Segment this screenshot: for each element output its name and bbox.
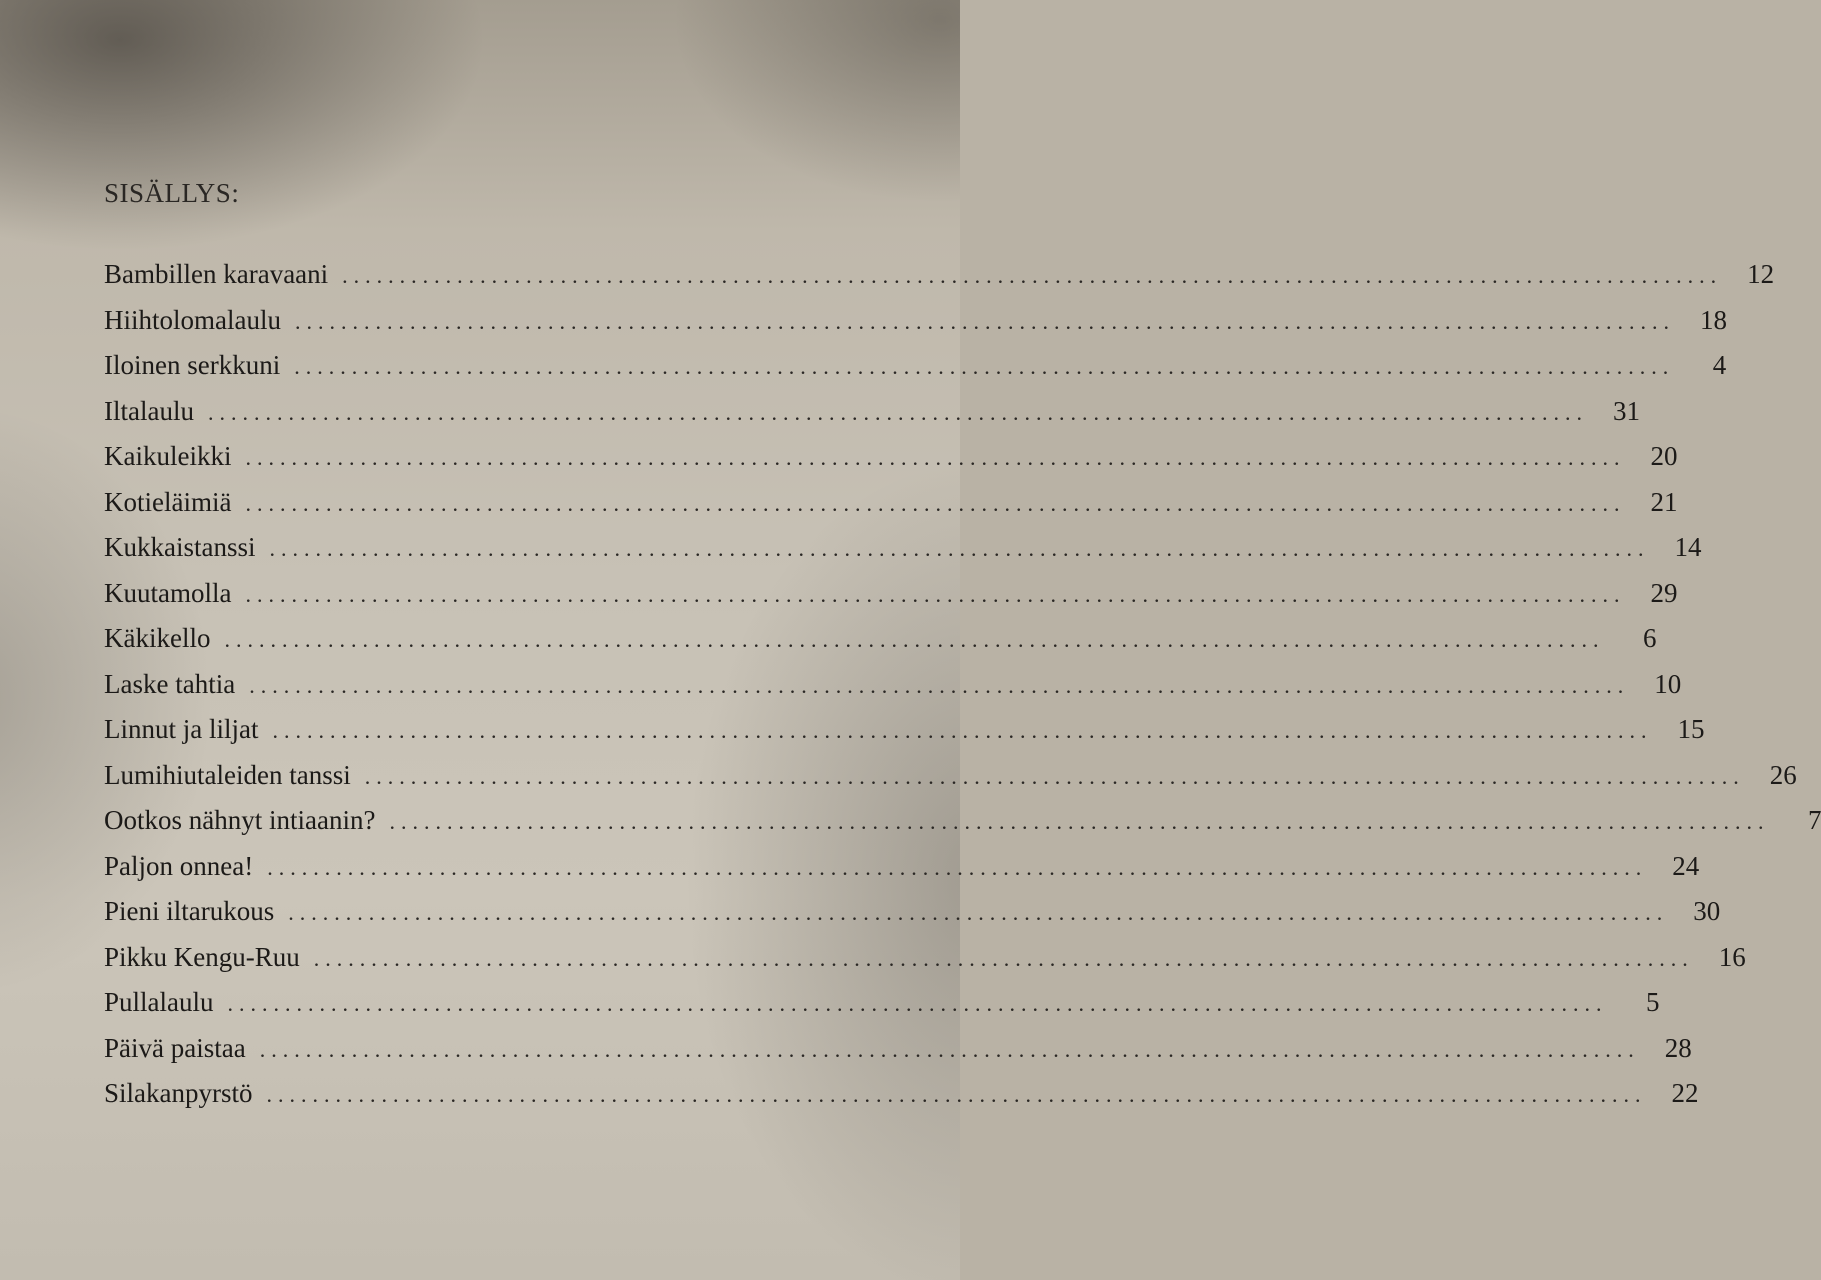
toc-entry (104, 486, 1678, 533)
dot-leader: ........................................................................................................................ (294, 308, 1675, 334)
toc-entry (104, 896, 1721, 942)
toc-entry (104, 532, 1702, 578)
toc-entry (104, 350, 1727, 396)
toc-entry (104, 941, 1746, 988)
toc-entry (104, 259, 1775, 305)
dot-leader: ........................................................................................................................ (245, 490, 1626, 516)
dot-leader: ........................................................................................................................ (207, 399, 1588, 425)
toc-entry (104, 1078, 1699, 1124)
table-of-contents (104, 178, 1821, 1124)
toc-entry-page-number: 10 (1654, 668, 1682, 699)
toc-entry-page-number: 6 (1642, 623, 1657, 653)
toc-entry-page-number: 15 (1677, 714, 1705, 744)
toc-entry (104, 1032, 1692, 1079)
toc-entry (104, 759, 1797, 806)
dot-leader: ........................................................................................................................ (313, 945, 1694, 971)
toc-entry-title: Käkikello (104, 623, 211, 653)
dot-leader: ........................................................................................................................ (227, 991, 1608, 1016)
toc-entry-page-number: 22 (1671, 1078, 1699, 1108)
dot-leader: ........................................................................................................................ (267, 854, 1648, 880)
dot-leader: ........................................................................................................................ (224, 627, 1605, 652)
toc-entry-page-number: 12 (1747, 259, 1775, 289)
toc-entry-title: Lumihiutaleiden tanssi (104, 759, 351, 790)
toc-entry-page-number: 7 (1807, 805, 1821, 835)
dot-leader: ........................................................................................................................ (272, 718, 1653, 743)
toc-entry (104, 987, 1660, 1033)
dot-leader: ........................................................................................................................ (245, 445, 1626, 470)
toc-entry-title: Ootkos nähnyt intiaanin? (104, 805, 376, 835)
toc-entry-title: Pullalaulu (104, 987, 214, 1017)
toc-entry-title: Kaikuleikki (104, 441, 232, 471)
toc-entry-title: Hiihtolomalaulu (104, 304, 281, 335)
toc-entry (104, 577, 1678, 624)
dot-leader: ........................................................................................................................ (342, 263, 1723, 288)
toc-entry (104, 623, 1657, 669)
dot-leader: ........................................................................................................................ (294, 354, 1675, 379)
dot-leader: ........................................................................................................................ (288, 900, 1669, 925)
toc-entry-title: Bambillen karavaani (104, 259, 329, 289)
toc-list (104, 259, 1821, 1124)
toc-entry (104, 805, 1821, 851)
toc-entry-page-number: 30 (1693, 896, 1721, 926)
toc-entry-title: Päivä paistaa (104, 1032, 246, 1063)
dot-leader: ........................................................................................................................ (389, 809, 1770, 834)
toc-entry-page-number: 31 (1612, 395, 1640, 426)
toc-entry-title: Kukkaistanssi (104, 532, 256, 562)
toc-title: SISÄLLYS: (104, 178, 240, 208)
toc-entry-page-number: 20 (1650, 441, 1678, 471)
dot-leader: ........................................................................................................................ (269, 536, 1650, 561)
toc-entry-title: Iltalaulu (104, 395, 194, 426)
toc-entry-page-number: 5 (1646, 987, 1660, 1017)
toc-entry-title: Pikku Kengu-Ruu (104, 941, 300, 972)
toc-entry (104, 714, 1705, 760)
dot-leader: ........................................................................................................................ (266, 1082, 1647, 1107)
toc-entry-title: Kotieläimiä (104, 486, 232, 517)
toc-entry-title: Paljon onnea! (104, 850, 254, 881)
toc-entry-page-number: 4 (1712, 350, 1727, 380)
toc-entry-page-number: 24 (1672, 850, 1700, 881)
dot-leader: ........................................................................................................................ (259, 1036, 1640, 1062)
toc-entry-title: Pieni iltarukous (104, 896, 275, 926)
toc-entry-page-number: 29 (1650, 577, 1678, 608)
toc-entry-page-number: 16 (1718, 941, 1746, 972)
toc-entry-page-number: 14 (1674, 532, 1702, 562)
toc-entry-page-number: 21 (1650, 486, 1678, 517)
dot-leader: ........................................................................................................................ (249, 672, 1630, 698)
toc-entry-title: Linnut ja liljat (104, 714, 259, 744)
toc-entry (104, 395, 1640, 442)
dot-leader: ........................................................................................................................ (364, 763, 1745, 789)
toc-entry (104, 850, 1700, 897)
toc-entry-title: Kuutamolla (104, 577, 232, 608)
dot-leader: ........................................................................................................................ (245, 581, 1626, 607)
toc-entry (104, 668, 1682, 715)
toc-entry-title: Iloinen serkkuni (104, 350, 281, 380)
toc-entry-title: Laske tahtia (104, 668, 236, 699)
toc-entry (104, 441, 1678, 487)
toc-entry-page-number: 28 (1664, 1032, 1692, 1063)
toc-entry-page-number: 26 (1769, 759, 1797, 790)
toc-entry-title: Silakanpyrstö (104, 1078, 253, 1108)
toc-entry-page-number: 18 (1699, 304, 1727, 335)
toc-entry (104, 304, 1727, 351)
